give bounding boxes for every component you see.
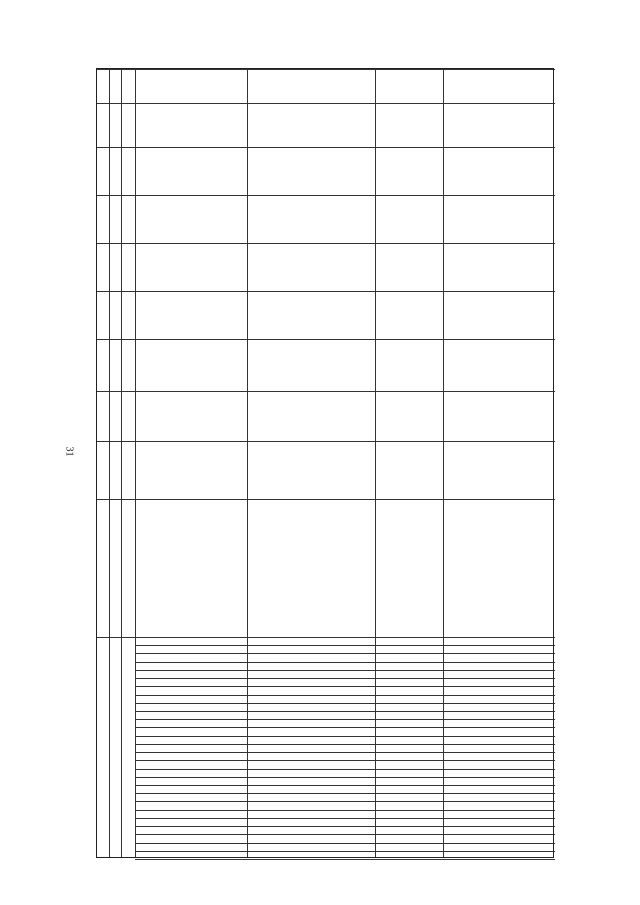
code-column-line xyxy=(135,711,555,712)
code-column-line xyxy=(135,859,555,860)
row-separator-line xyxy=(109,69,110,857)
code-column-line xyxy=(135,843,555,844)
code-column-line xyxy=(135,744,555,745)
column-boundary-line xyxy=(97,69,555,70)
code-column-line xyxy=(135,752,555,753)
code-column-line xyxy=(135,686,555,687)
column-boundary-line xyxy=(97,103,555,104)
code-column-line xyxy=(135,818,555,819)
code-column-line xyxy=(135,834,555,835)
row-separator-line xyxy=(121,69,122,857)
column-boundary-line xyxy=(97,195,555,196)
code-column-line xyxy=(135,736,555,737)
code-column-line xyxy=(135,703,555,704)
code-column-line xyxy=(135,777,555,778)
row-separator-line xyxy=(247,69,248,857)
row-separator-line xyxy=(443,69,444,857)
code-column-line xyxy=(135,653,555,654)
column-boundary-line xyxy=(97,243,555,244)
column-boundary-line xyxy=(97,339,555,340)
code-column-line xyxy=(135,695,555,696)
column-boundary-line xyxy=(97,499,555,500)
code-column-line xyxy=(135,810,555,811)
code-column-line xyxy=(135,801,555,802)
code-column-line xyxy=(135,793,555,794)
column-boundary-line xyxy=(97,147,555,148)
code-column-line xyxy=(135,851,555,852)
code-column-line xyxy=(135,760,555,761)
code-column-line xyxy=(135,645,555,646)
code-column-line xyxy=(135,785,555,786)
page-number: 31 xyxy=(63,446,75,457)
column-boundary-line xyxy=(97,291,555,292)
column-boundary-line xyxy=(97,637,555,638)
column-boundary-line xyxy=(97,441,555,442)
code-column-line xyxy=(135,826,555,827)
budget-table xyxy=(96,68,554,858)
code-column-line xyxy=(135,678,555,679)
code-column-line xyxy=(135,662,555,663)
row-separator-line xyxy=(135,69,136,857)
code-column-line xyxy=(135,769,555,770)
column-boundary-line xyxy=(97,391,555,392)
code-column-line xyxy=(135,670,555,671)
row-separator-line xyxy=(375,69,376,857)
code-column-line xyxy=(135,719,555,720)
code-column-line xyxy=(135,727,555,728)
